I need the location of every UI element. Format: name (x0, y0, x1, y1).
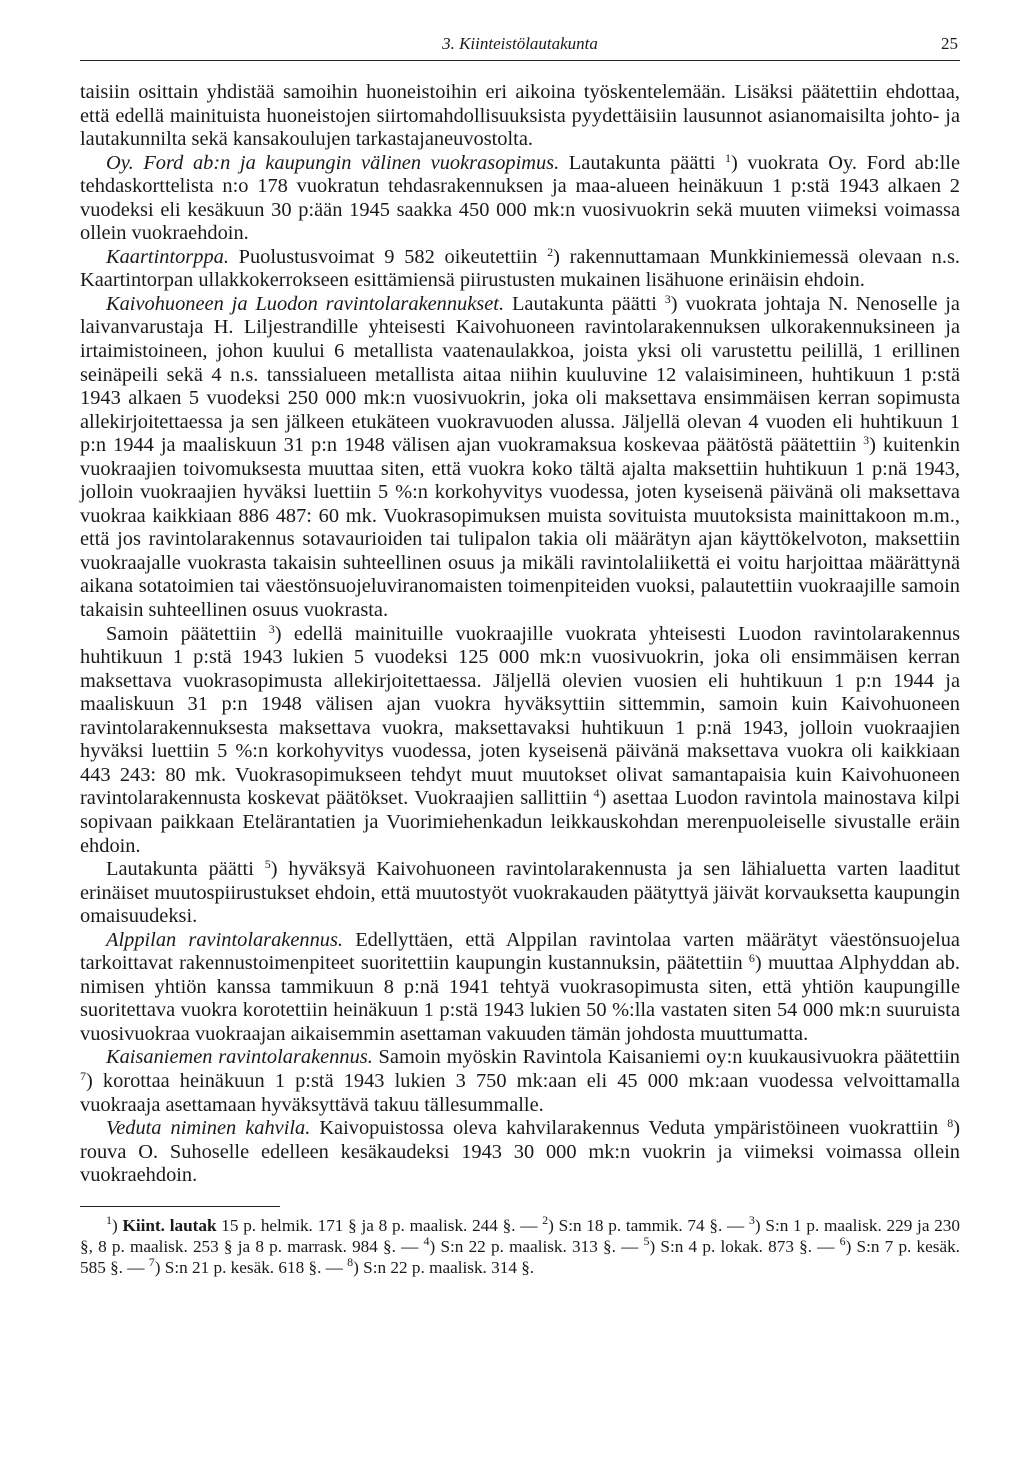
text-run: ) S:n 21 p. kesäk. 618 §. — (154, 1257, 348, 1277)
text-run: ) rakennuttamaan Munkkiniemessä olevaan n.s. Kaartintorpan ullakkokerrokseen esittämiensä piirustusten mukainen lisähuone erinäisin ehdoin. (80, 245, 960, 292)
footnotes (80, 1212, 960, 1278)
text-run: taisiin osittain yhdistää samoihin huoneistoihin eri aikoina työskentelemään. Lisäksi päätettiin ehdottaa, että edellä mainituista huoneistojen siirtomahdollisuuksista pyydettäisiin lausunnot asianomaisilta johto- ja lautakunnilta sekä kansakoulujen tarkastajaneuvostolta. (80, 81, 960, 151)
text-run: Lautakunta päätti (106, 858, 265, 881)
text-run: ) (112, 1215, 123, 1235)
text-run: ) kuitenkin vuokraajien toivomuksesta muuttaa siten, että vuokra koko tältä ajalta maksettiin huhtikuun 1 p:nä 1943, jolloin vuokraajien hyväksi luettiin 5 %:n korkohyvitys vuodessa, joten kyseisenä päivänä oli maksettava vuokraa kaikkiaan 886 487: 60 mk. Vuokrasopimuksen muista sovituista muutoksista mainittakoon m.m., että jos ravintolarakennus sotavaurioiden tai tulipalon takia oli määrätyn ajan käyttökelvoton, maksettiin vuokraajalle vuokrasta takaisin suhteellinen osuus ja mikäli ravintolaliikettä ei voitu harjoittaa määrättynä aikana sotatoimien tai väestönsuojeluviranomaisten toimenpiteiden vuoksi, palautettiin vuokraajille samoin takaisin suhteellinen osuus vuokrasta. (80, 434, 960, 622)
text-run: ) vuokrata johtaja N. Nenoselle ja laivanvarustaja H. Liljestrandille yhteisesti Kaivohuoneen ravintolarakennuksen ulkorakennuksineen ja irtaimistoineen, johon kuului 6 metallista vaatenaulakkoa, joista yksi oli varustettu peilillä, 1 erillinen seinäpeili sekä 4 n.s. tanssialueen metallista aitaa niihin kuuluvine 12 valaisimineen, huhtikuun 1 p:stä 1943 alkaen 5 vuodeksi 250 000 mk:n vuosivuokrin, joka oli maksettava ensimmäisen kerran sopimusta allekirjoitettaessa ja sen jälkeen etukäteen vuokravuoden alussa. Jäljellä olevan 4 vuoden eli huhtikuun 1 p:n 1944 ja maaliskuun 31 p:n 1948 välisen ajan vuokramaksua koskevaa päätöstä päätettiin (80, 292, 960, 457)
text-run: 15 p. helmik. 171 § ja 8 p. maalisk. 244 §. — (216, 1215, 543, 1235)
footnote-ref: 8 (947, 1116, 954, 1131)
text-run: ) korottaa heinäkuun 1 p:stä 1943 lukien 3 750 mk:aan eli 45 000 mk:aan vuodessa velvoittamalla vuokraaja asettamaan hyväksyttävä takuu tällesummalle. (80, 1069, 960, 1116)
footnote-ref: 8 (347, 1254, 354, 1269)
document-page (80, 30, 960, 1278)
text-run: ) muuttaa Alphyddan ab. nimisen yhtiön kanssa tammikuun 8 p:nä 1941 tehtyä vuokrasopimusta siten, että yhtiön kaupungille suoritettava vuokra korotettiin heinäkuun 1 p:stä 1943 lukien 50 %:lla vastaten siten 54 000 mk:n suuruista vuosivuokraa vuokraajan aikaisemmin asettaman vakuuden tämän johdosta muuttumatta. (80, 952, 960, 1045)
text-run: Lautakunta päätti (504, 292, 665, 315)
footnote-ref: 3 (664, 291, 671, 306)
paragraph (80, 152, 960, 246)
footnote-ref: 6 (748, 951, 755, 966)
text-run: ) S:n 1 p. maalisk. 229 ja 230 §, 8 p. maalisk. 253 § ja 8 p. marrask. 984 §. — (80, 1215, 960, 1256)
running-header (80, 30, 960, 61)
paragraph (80, 293, 960, 623)
section-heading: Kaisaniemen ravintolarakennus. (106, 1046, 373, 1069)
page-number: 25 (941, 34, 958, 53)
text-run: ) S:n 7 p. kesäk. 585 §. — (80, 1236, 960, 1277)
source-abbrev: Kiint. lautak (122, 1215, 217, 1235)
footnote-ref: 1 (725, 150, 731, 165)
text-run: ) S:n 22 p. maalisk. 313 §. — (429, 1236, 644, 1256)
footnote-separator (80, 1206, 280, 1207)
text-run: ) edellä mainituille vuokraajille vuokrata yhteisesti Luodon ravintolarakennus huhtikuun 1 p:stä 1943 lukien 5 vuodeksi 125 000 mk:n vuosivuokrin, joka oli ensimmäisen kerran maksettava vuokrasopimusta allekirjoitettaessa. Jäljellä olevien vuosien eli huhtikuun 1 p:n 1944 ja maaliskuun 31 p:n 1948 välisen ajan vuokra hyväksyttiin sittemmin, samoin kuin Kaivohuoneen ravintolarakennuksesta maksettava vuokra, maksettavaksi huhtikuun 1 p:nä 1943, jolloin vuokraajien hyväksi luettiin 5 %:n korkohyvitys vuodessa, joten kyseisenä päivänä maksettava vuokra oli kaikkiaan 443 243: 80 mk. Vuokrasopimukseen tehdyt muut muutokset olivat samantapaisia kuin Kaivohuoneen ravintolarakennusta koskevat päätökset. Vuokraajien sallittiin (80, 622, 961, 810)
footnote-ref: 1 (106, 1212, 112, 1227)
text-run: ) vuokrata Oy. Ford ab:lle tehdaskorttelista n:o 178 vuokratun tehdasrakennuksen ja maa-alueen heinäkuun 1 p:stä 1943 alkaen 2 vuodeksi eli kesäkuun 30 p:ään 1945 saakka 450 000 mk:n vuosivuokrin sekä muuten viimeksi voimassa ollein vuokraehdoin. (80, 151, 960, 245)
footnote-ref: 4 (423, 1233, 430, 1248)
text-run: Puolustusvoimat 9 582 oikeutettiin (228, 245, 548, 268)
footnote-ref: 3 (268, 621, 275, 636)
section-heading: Oy. Ford ab:n ja kaupungin välinen vuokrasopimus. (106, 151, 560, 174)
text-run: ) asettaa Luodon ravintola mainostava kilpi sopivaan paikkaan Etelärantatien ja Vuorimiehenkadun leikkauskohdan merenpuoleiselle sivustalle eräin ehdoin. (80, 787, 961, 857)
section-heading: Kaartintorppa. (106, 245, 229, 268)
paragraph (80, 1117, 960, 1188)
body-text (80, 81, 960, 1188)
footnote-ref: 4 (593, 786, 600, 801)
paragraph (80, 81, 960, 152)
section-title: 3. Kiinteistölautakunta (442, 34, 598, 53)
footnote-ref: 6 (839, 1233, 846, 1248)
text-run: Kaivopuistossa oleva kahvilarakennus Veduta ympäristöineen vuokrattiin (310, 1117, 948, 1140)
footnote-ref: 7 (148, 1254, 155, 1269)
footnote-ref: 5 (264, 857, 271, 872)
footnote-ref: 5 (643, 1233, 650, 1248)
paragraph (80, 623, 960, 858)
text-run: Samoin myöskin Ravintola Kaisaniemi oy:n kuukausivuokra päätettiin (372, 1046, 961, 1069)
text-run: ) hyväksyä Kaivohuoneen ravintolarakennusta ja sen lähialuetta varten laaditut erinäiset muutospiirustukset ehdoin, että muutostyöt vuokrakauden päätyttyä jäivät korvauksetta kaupungin omaisuudeksi. (80, 858, 960, 928)
text-run: Samoin päätettiin (106, 622, 269, 645)
section-heading: Alppilan ravintolarakennus. (106, 928, 344, 951)
footnote-ref: 2 (547, 244, 554, 259)
text-run: Edellyttäen, että Alppilan ravintolaa varten määrätyt väestönsuojelua tarkoittavat rakennustoimenpiteet suoritettiin kaupungin kustannuksin, päätettiin (80, 928, 960, 975)
footnote-paragraph (80, 1212, 960, 1278)
text-run: ) S:n 4 p. lokak. 873 §. — (649, 1236, 840, 1256)
paragraph (80, 929, 960, 1047)
text-run: ) S:n 22 p. maalisk. 314 §. (353, 1257, 535, 1277)
paragraph (80, 246, 960, 293)
section-heading: Veduta niminen kahvila. (106, 1117, 311, 1140)
footnote-ref: 7 (80, 1068, 86, 1083)
text-run: ) S:n 18 p. tammik. 74 §. — (548, 1215, 749, 1235)
section-heading: Kaivohuoneen ja Luodon ravintolarakennukset. (106, 292, 505, 315)
footnote-ref: 2 (542, 1212, 549, 1227)
paragraph (80, 1046, 960, 1117)
text-run: ) rouva O. Suhoselle edelleen kesäkaudeksi 1943 30 000 mk:n vuokrin ja viimeksi voimassa ollein vuokraehdoin. (80, 1117, 961, 1187)
text-run: Lautakunta päätti (559, 151, 725, 174)
paragraph (80, 858, 960, 929)
footnote-ref: 3 (863, 433, 870, 448)
footnote-ref: 3 (748, 1212, 755, 1227)
